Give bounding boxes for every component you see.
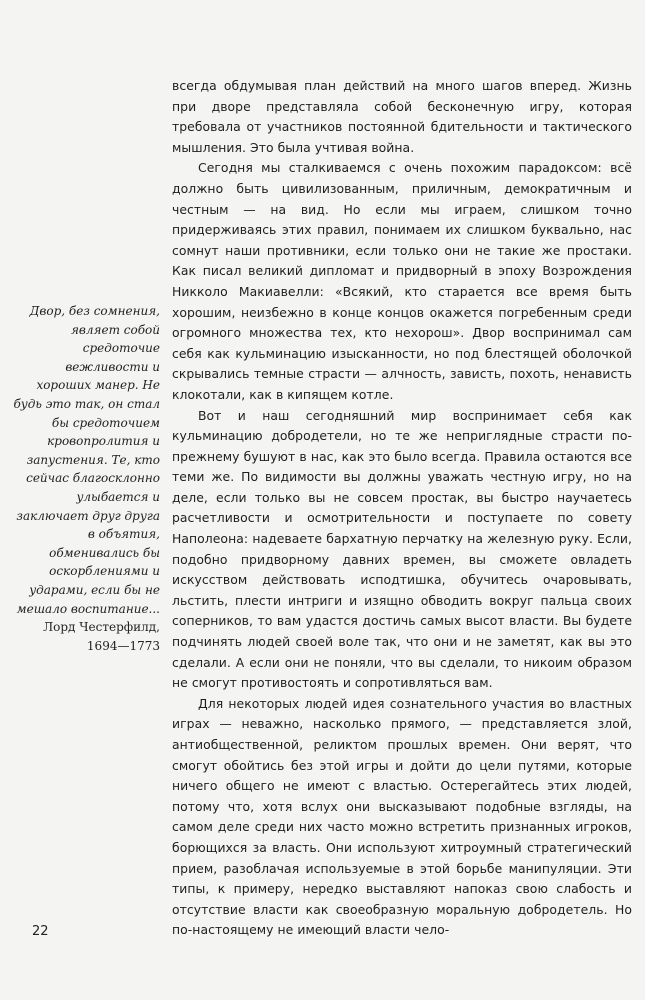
quote-years: 1694—1773: [86, 638, 160, 653]
quote-text: Двор, без сомнения, являет собой средоточие вежливости и хороших манер. Не будь это так, он стал бы средоточием кровопролития и запустения. Те, кто сейчас благосклонно улыбается и заключает друг друга в объятия, обменивались бы оскорблениями и ударами, если бы не мешало воспитание...: [13, 304, 160, 616]
main-text-column: [172, 76, 632, 941]
paragraph: Для некоторых людей идея сознательного участия во властных играх — неважно, насколько прямого, — представляется злой, антиобщественной, реликтом прошлых времен. Они верят, что смогут обойтись без этой игры и дойти до цели путями, которые ничего общего не имеют с властью. Остерегайтесь этих людей, потому что, хотя вслух они высказывают подобные взгляды, на самом деле среди них часто можно встретить признанных игроков, борющихся за власть. Они используют хитроумный стратегический прием, разоблачая используемые в этой борьбе манипуляции. Эти типы, к примеру, нередко выставляют напоказ свою слабость и отсутствие власти как своеобразную моральную добродетель. Но по-настоящему не имеющий власти чело-: [172, 695, 632, 938]
sidebar-quote: [12, 302, 160, 655]
paragraph: Сегодня мы сталкиваемся с очень похожим парадоксом: всё должно быть цивилизованным, приличным, демократичным и честным — на вид. Но если мы играем, слишком точно придерживаясь этих правил, понимаем их слишком буквально, нас сомнут наши противники, если только они не такие же простаки. Как писал великий дипломат и придворный в эпоху Возрождения Никколо Макиавелли: «Всякий, кто старается все время быть хорошим, неизбежно в конце концов окажется погребенным среди огромного множества тех, кто нехорош». Двор воспринимал сам себя как кульминацию изысканности, но под блестящей оболочкой скрывались темные страсти — алчность, зависть, похоть, ненависть клокотали, как в кипящем котле.: [172, 160, 632, 402]
paragraph-continuation: всегда обдумывая план действий на много шагов вперед. Жизнь при дворе представляла собой бесконечную игру, которая требовала от участников постоянной бдительности и тактического мышления. Это была учтивая война.: [172, 78, 632, 155]
page-number: 22: [32, 924, 49, 939]
quote-author: Лорд Честерфилд,: [43, 620, 160, 635]
paragraph: Вот и наш сегодняшний мир воспринимает себя как кульминацию добродетели, но те же неприглядные страсти по-прежнему бушуют в нас, как это было всегда. Правила остаются все теми же. По видимости вы должны уважать честную игру, но на деле, если только вы не совсем простак, вы быстро научаетесь расчетливости и осмотрительности и поступаете по совету Наполеона: надеваете бархатную перчатку на железную руку. Если, подобно придворному давних времен, вы сможете овладеть искусством действовать исподтишка, обучитесь очаровывать, льстить, плести интриги и изящно обводить вокруг пальца своих соперников, то вам удастся достичь самых высот власти. Вы будете подчинять людей своей воле так, что они и не заметят, как вы это сделали. А если они не поняли, что вы сделали, то никоим образом не смогут противостоять и сопротивляться вам.: [172, 407, 632, 691]
